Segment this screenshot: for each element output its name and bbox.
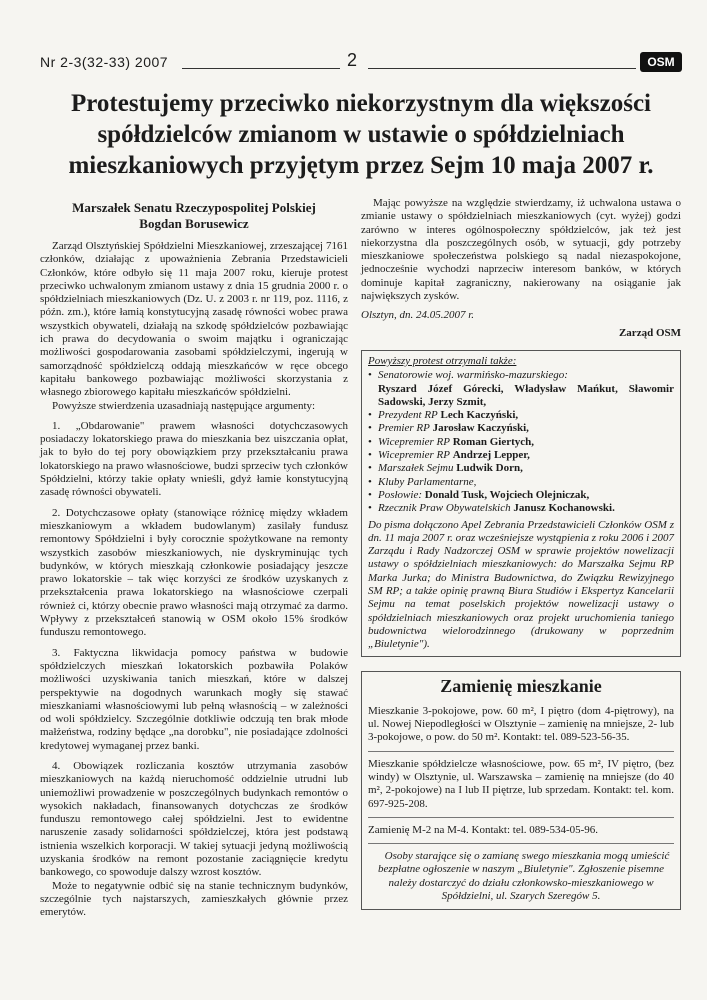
list-item bbox=[368, 369, 674, 409]
argument-3: 3. Faktyczna likwidacja pomocy państwa w budowie spółdzielczych mieszkań lokatorskich pozbawiła Polaków możliwości uzyskiwania tanich mieszkań, które w dalszej perspektywie na dogodnych warunkach mogły się stawać mieszkaniami własnościowymi lub pełną własnością – w zależności od woli spółdzielcy. Szczególnie dotkliwie odczują ten brak młode małżeństwa, rodziny będące „na dorobku", nie posiadające zdolności kredytowej wymaganej przez banki. bbox=[40, 646, 348, 752]
addressee-name: Bogdan Borusewicz bbox=[139, 216, 249, 231]
list-item bbox=[368, 449, 674, 462]
right-column bbox=[361, 197, 681, 910]
addressee-title: Marszałek Senatu Rzeczypospolitej Polskiej bbox=[72, 200, 316, 215]
recipient-name: Andrzej Lepper, bbox=[452, 449, 530, 462]
classifieds-box bbox=[361, 671, 681, 911]
list-item bbox=[368, 436, 674, 449]
recipients-list bbox=[368, 369, 674, 515]
body-paragraph: Może to negatywnie odbić się na stanie technicznym budynków, szczególnie tych najstarszych, zamieszkałych głównie przez emerytów. bbox=[40, 879, 348, 919]
recipient-name: Roman Giertych, bbox=[452, 435, 534, 448]
body-paragraph: Zarząd Olsztyńskiej Spółdzielni Mieszkaniowej, zrzeszającej 7161 członków, działając z upoważnienia Zebrania Przedstawicieli Członków, które odbyło się 11 maja 2007 roku, kieruje protest przeciwko uchwalonym zmianom ustawy z dnia 15 grudnia 2000 r. o spółdzielniach mieszkaniowych (Dz. U. z 2003 r. nr 119, poz. 1116, z późn. zm.), które łamią konstytucyjną zasadę równości wobec prawa wszystkich obywateli, działają na szkodę spółdzielców pozbawiając ich prawa do decydowania o swoim majątku i ograniczając możliwości gospodarowania zasobami spółdzielczymi, ingerują w samorządność spółdzielczą oddają mieszkańców w ręce obcego kapitału bankowego pozbawiając możliwości skorzystania z własnego zbiorowego kapitału mieszkańców spółdzielni. bbox=[40, 240, 348, 399]
classified-ad: Zamienię M-2 na M-4. Kontakt: tel. 089-534-05-96. bbox=[368, 817, 674, 843]
classified-ad: Mieszkanie spółdzielcze własnościowe, pow. 65 m², IV piętro, (bez windy) w Olsztynie, ul. Warszawska – zamienię na mniejsze (do 40 m², 2-pokojowe) na I lub II piętrze, lub sprzedam. Kontakt: tel. kom. 697-925-208. bbox=[368, 751, 674, 817]
left-column bbox=[40, 197, 348, 920]
recipient-role: Kluby Parlamentarne, bbox=[378, 475, 477, 488]
article-headline: Protestujemy przeciwko niekorzystnym dla większości spółdzielców zmianom w ustawie o spółdzielniach mieszkaniowych przyjętym przez Sejm 10 maja 2007 r. bbox=[68, 90, 654, 179]
list-item bbox=[368, 422, 674, 435]
recipient-name: Jarosław Kaczyński, bbox=[432, 422, 529, 435]
page-header bbox=[40, 48, 682, 78]
recipient-role: Wicepremier RP bbox=[378, 449, 450, 462]
classifieds-note: Osoby starające się o zamianę swego mieszkania mogą umieścić bezpłatne ogłoszenie w naszym „Biuletynie". Zgłoszenie pisemne należy dostarczyć do działu członkowsko-mieszkaniowego w Spółdzielni, ul. Szarych Szeregów 5. bbox=[368, 843, 674, 903]
recipient-name: Janusz Kochanowski. bbox=[513, 502, 615, 515]
recipients-title: Powyższy protest otrzymali także: bbox=[368, 354, 517, 367]
attachments-note: Do pisma dołączono Apel Zebrania Przedstawicieli Członków OSM z dn. 11 maja 2007 r. oraz wcześniejsze wystąpienia z roku 2006 i 2007 Zarządu i Rady Nadzorczej OSM w sprawie projektów nowelizacji ustawy o spółdzielniach mieszkaniowych: do Marszałka Sejmu RP Marka Jurka; do Ministra Budownictwa, do Związku Rewizyjnego SM RP; a także opinię prawną Biura Studiów i Ekspertyz Kancelarii Sejmu na temat poselskich projektów nowelizacji ustawy o spółdzielniach mieszkaniowych oraz projekt uruchomienia taniego budownictwa wielorodzinnego (drukowany w poprzednim „Biuletynie"). bbox=[368, 518, 674, 651]
page-number: 2 bbox=[347, 50, 358, 70]
recipient-role: Wicepremier RP bbox=[378, 435, 450, 448]
conclusion-paragraph: Mając powyższe na względzie stwierdzamy, iż uchwalona ustawa o zmianie ustawy o spółdzielniach mieszkaniowych (cyt. wyżej) godzi zarówno w interes ogólnospołeczny spółdzielców, jak też jest niekorzystna dla poszczególnych osób, w sytuacji, gdy potrzeby mieszkaniowe społeczeństwa polskiego są nadal niezaspokojone, jednocześnie wychodzi naprzeciw interesom banków, w których dominuje kapitał zagraniczny, nakierowany na osiąganie jak największych zysków. bbox=[361, 197, 681, 303]
recipient-role: Rzecznik Praw Obywatelskich bbox=[378, 502, 511, 515]
issue-number: Nr 2-3(32-33) 2007 bbox=[40, 54, 169, 70]
recipients-box bbox=[361, 350, 681, 657]
body-paragraph: Powyższe stwierdzenia uzasadniają następujące argumenty: bbox=[52, 399, 316, 412]
recipient-name: Donald Tusk, Wojciech Olejniczak, bbox=[424, 488, 590, 501]
list-item bbox=[368, 502, 674, 515]
argument-2: 2. Dotychczasowe opłaty (stanowiące różnicę między wkładem mieszkaniowym a wkładem budowlanym) zasilały fundusz remontowy Spółdzielni i były corocznie spożytkowane na remonty wszystkich zasobów mieszkaniowych, nie dyskryminując tych budynków, w których mieszkają członkowie posiadający jeszcze prawo lokatorskie – tak więc korzyści ze środków uzyskanych z przekształcenia prawa lokatorskiego na własnościowe czerpali również ci, którzy obecnie prawo własności mają otrzymać za darmo. Wpływy z przekształceń stanowią w OSM około 15% środków funduszu remontowego. bbox=[40, 506, 348, 639]
recipient-role: Posłowie: bbox=[378, 488, 422, 501]
recipient-role: Prezydent RP bbox=[378, 409, 438, 422]
addressee bbox=[40, 200, 348, 232]
place-date: Olsztyn, dn. 24.05.2007 r. bbox=[361, 309, 475, 322]
header-rule-right bbox=[368, 68, 636, 69]
recipient-role: Premier RP bbox=[378, 422, 430, 435]
recipient-name: Ludwik Dorn, bbox=[456, 462, 523, 475]
recipient-name: Lech Kaczyński, bbox=[440, 409, 519, 422]
list-item bbox=[368, 476, 674, 489]
list-item bbox=[368, 489, 674, 502]
classified-ad: Mieszkanie 3-pokojowe, pow. 60 m², I piętro (dom 4-piętrowy), na ul. Nowej Niepodległości w Olsztynie – zamienię na mniejsze, 2- lub 3-pokojowe, o pow. do 50 m². Kontakt: tel. 089-523-56-35. bbox=[368, 704, 674, 744]
list-item bbox=[368, 462, 674, 475]
recipient-role: Marszałek Sejmu bbox=[378, 462, 454, 475]
classifieds-title: Zamienię mieszkanie bbox=[440, 675, 602, 696]
recipient-role: Senatorowie woj. warmińsko-mazurskiego: bbox=[378, 369, 568, 382]
osm-logo: OSM bbox=[640, 52, 682, 72]
recipient-name: Ryszard Józef Górecki, Władysław Mańkut, Sławomir Sadowski, Jerzy Szmit, bbox=[378, 382, 674, 408]
argument-1: 1. „Obdarowanie" prawem własności dotychczasowych posiadaczy lokatorskiego prawa do mieszkania bez uiszczania opłat, jak to było do tej pory obowiązkiem przy przekształcaniu prawa lokatorskiego na prawo własnościowe, budzi sprzeciw tych członków Spółdzielni, którzy takie opłaty wnieśli, gdyż łamie konstytucyjną zasadę równości obywateli. bbox=[40, 419, 348, 499]
argument-4: 4. Obowiązek rozliczania kosztów utrzymania zasobów mieszkaniowych na każdą nieruchomość oddzielnie utrudni lub uniemożliwi prowadzenie w poszczególnych budynkach remontów o wysokich nakładach, finansowanych dotychczas ze środków funduszu remontowego całej spółdzielni. Jest to ewidentne naruszenie zasady solidarności spółdzielczej, która jest podstawą istnienia wszelkich korporacji. W takiej sytuacji jedyną możliwością uzyskania środków na remont pozostanie zaciągnięcie kredytu bankowego, co spowoduje dalszy wzrost kosztów. bbox=[40, 759, 348, 879]
header-rule-left bbox=[182, 68, 340, 69]
signature: Zarząd OSM bbox=[618, 326, 681, 339]
list-item bbox=[368, 409, 674, 422]
